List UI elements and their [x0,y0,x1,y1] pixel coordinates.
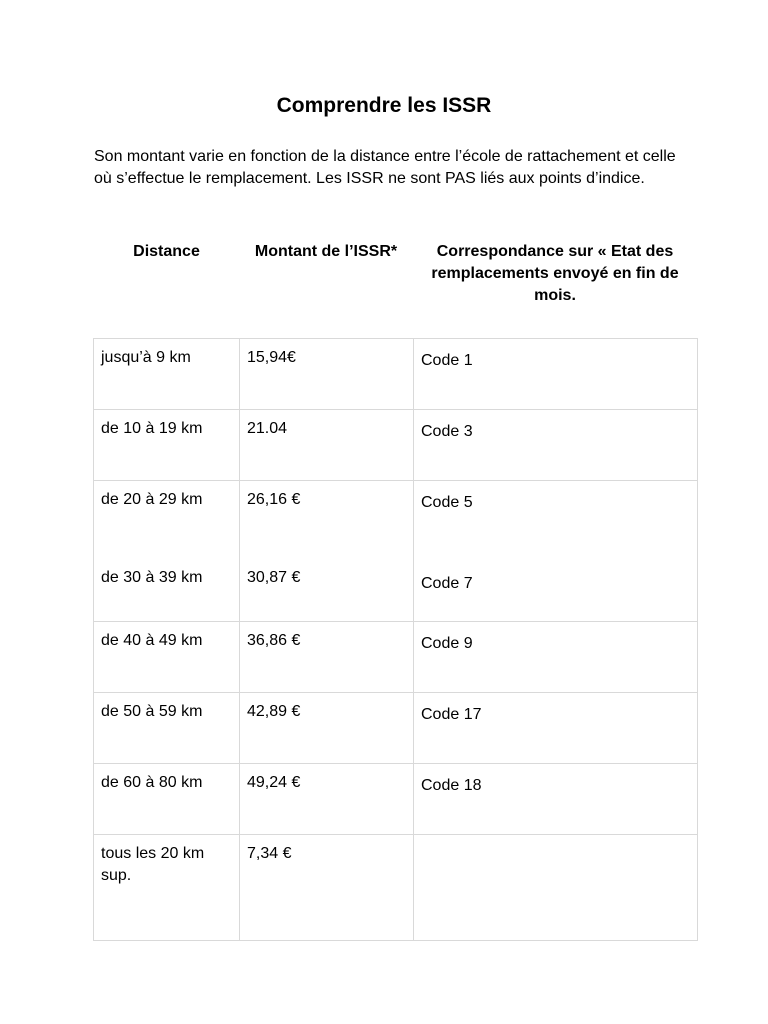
page-title: Comprendre les ISSR [276,94,492,117]
montant-cell [240,693,414,764]
montant-value: 30,87 € [247,569,301,586]
table-row [94,764,698,835]
montant-cell [240,835,414,941]
montant-value: 21.04 [247,420,288,437]
distance-cell [94,764,240,835]
code-cell [414,622,698,693]
code-value: Code 17 [421,706,482,723]
distance-cell [94,410,240,481]
code-value: Code 7 [421,575,473,592]
table-row [94,622,698,693]
distance-value: de 20 à 29 km [101,491,203,508]
distance-value: de 10 à 19 km [101,420,203,437]
distance-value: de 50 à 59 km [101,703,203,720]
code-value: Code 3 [421,423,473,440]
table-row [94,693,698,764]
montant-value: 7,34 € [247,845,292,862]
montant-cell [240,764,414,835]
header-distance: Distance [133,243,200,260]
header-correspondance: Correspondance sur « Etat des remplacements envoyé en fin de mois. [431,243,679,304]
table-row [94,339,698,410]
distance-cell [94,481,240,622]
table-row [94,835,698,941]
intro-paragraph: Son montant varie en fonction de la distance entre l’école de rattachement et celle où s’effectue le remplacement. Les ISSR ne sont PAS liés aux points d’indice. [94,148,676,187]
distance-cell [94,622,240,693]
distance-value: jusqu’à 9 km [101,349,191,366]
code-cell [414,764,698,835]
table-row [94,410,698,481]
code-cell [414,410,698,481]
montant-cell [240,339,414,410]
header-montant: Montant de l’ISSR* [254,243,398,260]
montant-value: 36,86 € [247,632,301,649]
montant-value: 26,16 € [247,491,301,508]
montant-cell [240,410,414,481]
distance-value: de 40 à 49 km [101,632,203,649]
code-cell [414,481,698,622]
distance-value: de 30 à 39 km [101,569,203,586]
montant-cell [240,622,414,693]
montant-value: 15,94€ [247,349,296,366]
distance-cell [94,835,240,941]
distance-value: de 60 à 80 km [101,774,203,791]
montant-cell [240,481,414,622]
distance-cell [94,693,240,764]
code-cell [414,693,698,764]
code-cell [414,835,698,941]
column-headers [94,241,697,321]
table-row [94,481,698,622]
code-value [414,835,697,846]
issr-table [93,338,698,941]
code-value: Code 18 [421,777,482,794]
code-value: Code 5 [421,494,473,511]
distance-cell [94,339,240,410]
code-cell [414,339,698,410]
montant-value: 49,24 € [247,774,301,791]
distance-value: tous les 20 km sup. [101,845,205,884]
code-value: Code 1 [421,352,473,369]
code-value: Code 9 [421,635,473,652]
montant-value: 42,89 € [247,703,301,720]
